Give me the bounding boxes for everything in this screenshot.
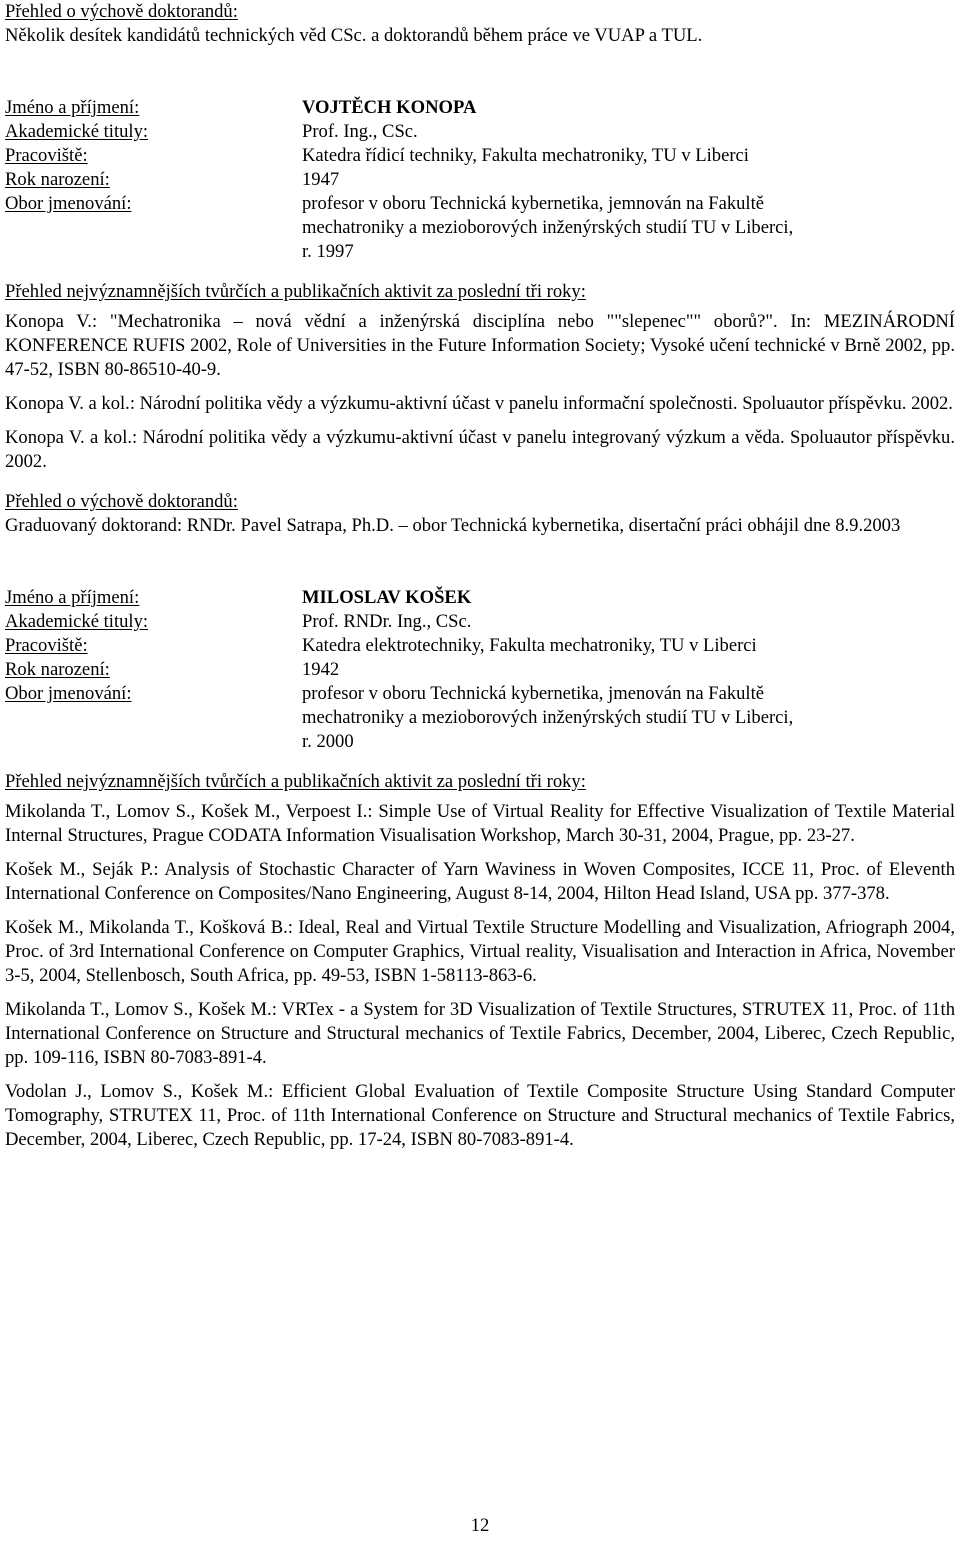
- doctoral-heading: Přehled o výchově doktorandů:: [5, 491, 238, 512]
- person-name: VOJTĚCH KONOPA: [302, 97, 477, 118]
- section-text-doctoral: Několik desítek kandidátů technických věd CSc. a doktorandů během práce ve VUAP a TUL.: [5, 25, 703, 46]
- appointment-line: mechatroniky a mezioborových inženýrských studií TU v Liberci,: [302, 217, 794, 238]
- field-label: Jméno a příjmení:: [5, 97, 140, 118]
- field-label: Akademické tituly:: [5, 121, 149, 142]
- field-row-workplace: [5, 634, 955, 658]
- doctoral-text: Graduovaný doktorand: RNDr. Pavel Satrapa, Ph.D. – obor Technická kybernetika, disertační práci obhájil dne 8.9.2003: [5, 515, 901, 536]
- field-row-birth-year: [5, 168, 955, 192]
- activity-item: Konopa V.: "Mechatronika – nová vědní a inženýrská disciplína nebo ""slepenec"" oborů?". In: MEZINÁRODNÍ KONFERENCE RUFIS 2002, Role of Universities in the Future Information Society; Vysoké učení technické v Brně 2002, pp. 47-52, ISBN 80-86510-40-9.: [5, 311, 955, 380]
- activity-item: Mikolanda T., Lomov S., Košek M.: VRTex - a System for 3D Visualization of Textile Structures, STRUTEX 11, Proc. of 11th International Conference on Structure and Structural mechanics of Textile Fabrics, December, 2004, Liberec, Czech Republic, pp. 109-116, ISBN 80-7083-891-4.: [5, 999, 955, 1068]
- page-number: 12: [470, 1515, 490, 1536]
- field-row-titles: [5, 610, 955, 634]
- field-label: Rok narození:: [5, 169, 110, 190]
- field-value: Katedra elektrotechniky, Fakulta mechatroniky, TU v Liberci: [302, 635, 757, 656]
- field-row-titles: [5, 120, 955, 144]
- activity-item: Vodolan J., Lomov S., Košek M.: Efficient Global Evaluation of Textile Composite Structure Using Standard Computer Tomography, STRUTEX 11, Proc. of 11th International Conference on Structure and Structural mechanics of Textile Fabrics, December, 2004, Liberec, Czech Republic, pp. 17-24, ISBN 80-7083-891-4.: [5, 1081, 955, 1150]
- field-value: [302, 192, 955, 264]
- activities-heading: Přehled nejvýznamnějších tvůrčích a publikačních aktivit za poslední tři roky:: [5, 281, 586, 302]
- field-value: 1942: [302, 659, 340, 680]
- field-label: Obor jmenování:: [5, 193, 132, 214]
- field-row-name: [5, 96, 955, 120]
- appointment-line: profesor v oboru Technická kybernetika, jmenován na Fakultě: [302, 683, 765, 704]
- field-label: Akademické tituly:: [5, 611, 149, 632]
- field-value: Prof. Ing., CSc.: [302, 121, 418, 142]
- field-value: [302, 682, 955, 754]
- activity-item: Mikolanda T., Lomov S., Košek M., Verpoest I.: Simple Use of Virtual Reality for Effective Visualization of Textile Material Internal Structures, Prague CODATA Information Visualisation Workshop, March 30-31, 2004, Prague, pp. 23-27.: [5, 801, 955, 846]
- activity-item: Košek M., Seják P.: Analysis of Stochastic Character of Yarn Waviness in Woven Composites, ICCE 11, Proc. of Eleventh International Conference on Composites/Nano Engineering, August 8-14, 2004, Hilton Head Island, USA pp. 377-378.: [5, 859, 955, 904]
- activities-heading: Přehled nejvýznamnějších tvůrčích a publikačních aktivit za poslední tři roky:: [5, 771, 586, 792]
- field-label: Pracoviště:: [5, 635, 88, 656]
- document-page: [5, 0, 955, 1152]
- field-value: 1947: [302, 169, 340, 190]
- appointment-line: r. 2000: [302, 731, 354, 752]
- person-name: MILOSLAV KOŠEK: [302, 587, 472, 608]
- field-label: Obor jmenování:: [5, 683, 132, 704]
- field-value: Prof. RNDr. Ing., CSc.: [302, 611, 472, 632]
- person-block: [5, 586, 955, 1152]
- field-row-appointment: [5, 682, 955, 754]
- activity-item: Košek M., Mikolanda T., Košková B.: Ideal, Real and Virtual Textile Structure Modelling and Visualization, Afriograph 2004, Proc. of 3rd International Conference on Computer Graphics, Virtual reality, Visualisation and Interaction in Africa, November 3-5, 2004, Stellenbosch, South Africa, pp. 49-53, ISBN 1-58113-863-6.: [5, 917, 955, 986]
- field-value: Katedra řídicí techniky, Fakulta mechatroniky, TU v Liberci: [302, 145, 749, 166]
- field-row-workplace: [5, 144, 955, 168]
- field-row-name: [5, 586, 955, 610]
- appointment-line: mechatroniky a mezioborových inženýrských studií TU v Liberci,: [302, 707, 794, 728]
- field-row-birth-year: [5, 658, 955, 682]
- field-row-appointment: [5, 192, 955, 264]
- person-block: [5, 96, 955, 538]
- field-label: Jméno a příjmení:: [5, 587, 140, 608]
- appointment-line: r. 1997: [302, 241, 354, 262]
- section-heading-doctoral: Přehled o výchově doktorandů:: [5, 1, 238, 22]
- field-label: Rok narození:: [5, 659, 110, 680]
- field-label: Pracoviště:: [5, 145, 88, 166]
- activity-item: Konopa V. a kol.: Národní politika vědy a výzkumu-aktivní účast v panelu informační společnosti. Spoluautor příspěvku. 2002.: [5, 393, 953, 414]
- activity-item: Konopa V. a kol.: Národní politika vědy a výzkumu-aktivní účast v panelu integrovaný výzkum a věda. Spoluautor příspěvku. 2002.: [5, 427, 955, 472]
- appointment-line: profesor v oboru Technická kybernetika, jemnován na Fakultě: [302, 193, 765, 214]
